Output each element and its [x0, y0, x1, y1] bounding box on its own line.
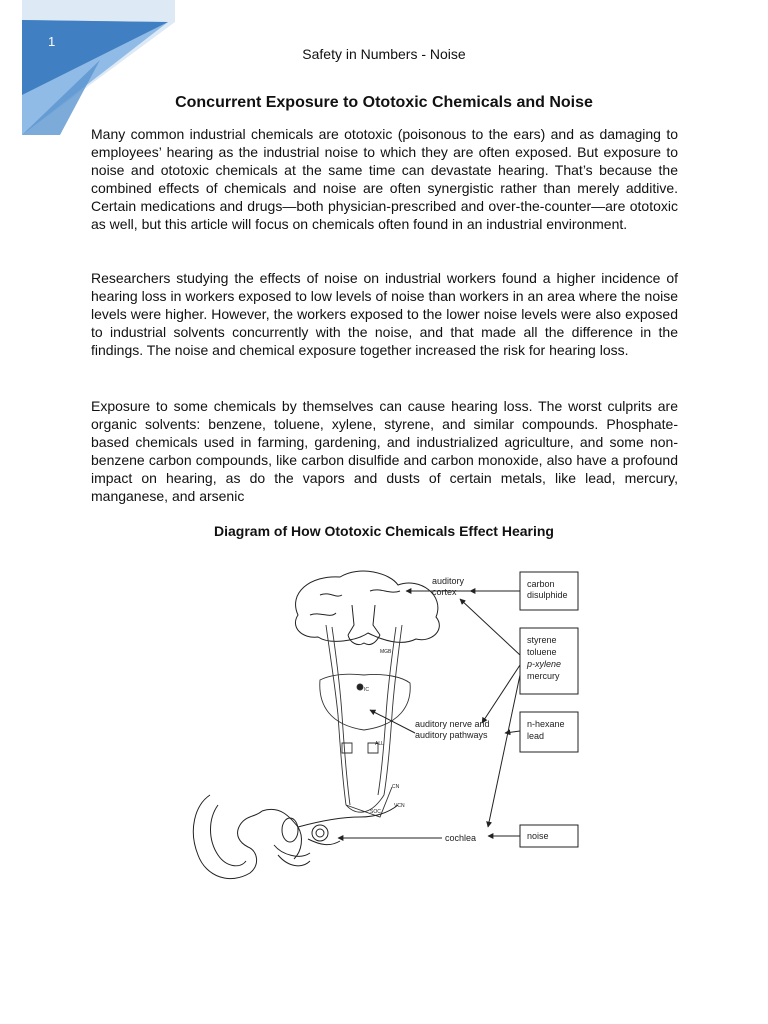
running-header: Safety in Numbers - Noise — [302, 46, 466, 62]
box-texts — [526, 579, 568, 841]
label-soc: SOC — [370, 809, 381, 815]
label-cochlea: cochlea — [445, 833, 477, 843]
label-auditory-nerve-1: auditory nerve and — [415, 719, 490, 729]
label-vcn: VCN — [394, 803, 405, 809]
label-cn: CN — [392, 784, 400, 790]
article-title: Concurrent Exposure to Ototoxic Chemicals and Noise — [175, 94, 593, 111]
text-noise: noise — [527, 831, 549, 841]
ototoxic-diagram — [170, 555, 600, 895]
text-n-hexane: n-hexane — [527, 719, 565, 729]
text-disulphide: disulphide — [527, 590, 568, 600]
page-corner-decoration — [0, 0, 175, 135]
text-styrene: styrene — [527, 635, 557, 645]
paragraph-research: Researchers studying the effects of noise on industrial workers found a higher incidence of hearing loss in workers exposed to low levels of noise than workers in an area where the noise levels were higher. However, the workers exposed to the lower noise levels were also exposed to industrial solvents concurrently with the noise, and that made all the difference in the findings. The noise and chemical exposure together increased the risk for hearing loss. — [91, 270, 678, 358]
label-auditory-cortex-2: cortex — [432, 587, 457, 597]
ear-illustration — [193, 795, 398, 879]
paragraph-intro: Many common industrial chemicals are ototoxic (poisonous to the ears) and as damaging to employees’ hearing as the industrial noise to which they are often exposed. But exposure to noise and ototoxic chemicals at the same time can devastate hearing. That’s because the combined effects of chemicals and noise are often synergistic rather than merely additive. Certain medications and drugs—both physician-prescribed and over-the-counter—are ototoxic as well, but this article will focus on chemicals often found in an industrial environment. — [91, 126, 678, 232]
text-toluene: toluene — [527, 647, 557, 657]
text-lead: lead — [527, 731, 545, 741]
label-ic: IC — [364, 687, 369, 693]
chemical-boxes — [520, 572, 578, 847]
label-all: ALL — [375, 741, 384, 747]
text-mercury: mercury — [527, 671, 560, 681]
arrows — [338, 591, 520, 838]
page-number: 1 — [48, 34, 56, 49]
paragraph-chemicals: Exposure to some chemicals by themselves can cause hearing loss. The worst culprits are organic solvents: benzene, toluene, xylene, styrene, and similar compounds. Phosphate-based chemicals used in farming, gardening, and industrialized agriculture, and some non-benzene carbon compounds, like carbon disulfide and carbon monoxide, also have a profound impact on hearing, as do the vapors and dusts of certain metals, like lead, mercury, manganese, and arsenic — [91, 398, 678, 504]
brain-illustration — [295, 571, 439, 645]
label-mgb: MGB — [380, 649, 392, 655]
label-auditory-cortex-1: auditory — [432, 576, 465, 586]
text-p-xylene: p-xylene — [527, 659, 562, 669]
text-carbon: carbon — [527, 579, 555, 589]
diagram-title: Diagram of How Ototoxic Chemicals Effect Hearing — [214, 523, 554, 539]
label-auditory-nerve-2: auditory pathways — [415, 730, 488, 740]
